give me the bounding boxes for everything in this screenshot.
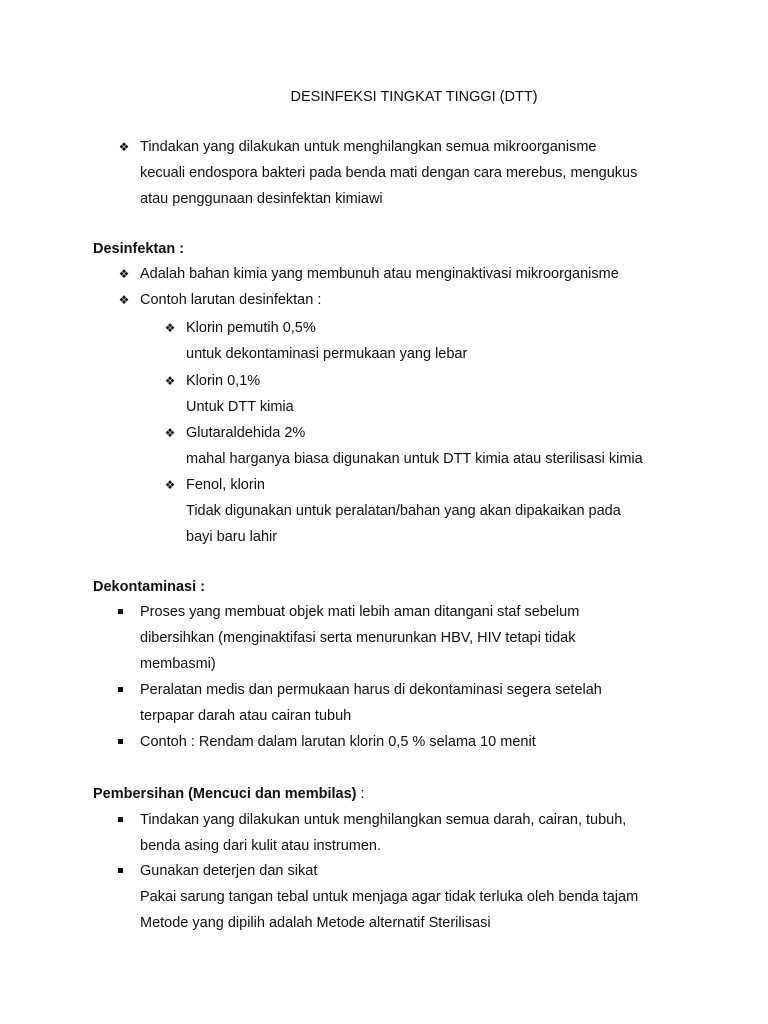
example-name: Klorin pemutih 0,5% (186, 320, 316, 336)
example-item (186, 472, 621, 550)
text-line: Gunakan deterjen dan sikat (140, 863, 318, 879)
text-line: Metode yang dipilih adalah Metode alternatif Sterilisasi (140, 915, 491, 931)
text-line: terpapar darah atau cairan tubuh (140, 708, 352, 724)
square-bullet-icon (112, 858, 128, 884)
example-desc: Untuk DTT kimia (186, 399, 294, 415)
square-bullet-icon (112, 807, 128, 833)
heading-suffix: : (356, 786, 365, 802)
list-item (140, 599, 579, 677)
square-bullet-icon (112, 677, 128, 703)
diamond-bullet-icon: ❖ (118, 140, 130, 154)
text-line: Peralatan medis dan permukaan harus di dekontaminasi segera setelah (140, 682, 602, 698)
text-line: Proses yang membuat objek mati lebih aman ditangani staf sebelum (140, 604, 580, 620)
example-desc: mahal harganya biasa digunakan untuk DTT kimia atau sterilisasi kimia (186, 451, 643, 467)
diamond-bullet-icon: ❖ (164, 426, 176, 440)
example-name: Klorin 0,1% (186, 373, 261, 389)
example-desc: bayi baru lahir (186, 529, 278, 545)
page-title: DESINFEKSI TINGKAT TINGGI (DTT) (290, 89, 538, 105)
list-item: Adalah bahan kimia yang membunuh atau menginaktivasi mikroorganisme (140, 266, 619, 282)
text-line: membasmi) (140, 656, 216, 672)
text-line: benda asing dari kulit atau instrumen. (140, 838, 382, 854)
list-item (140, 858, 638, 936)
text-line: Contoh : Rendam dalam larutan klorin 0,5 % selama 10 menit (140, 734, 536, 750)
diamond-bullet-icon: ❖ (118, 293, 130, 307)
diamond-bullet-icon: ❖ (118, 267, 130, 281)
example-desc: Tidak digunakan untuk peralatan/bahan yang akan dipakaikan pada (186, 503, 621, 519)
square-bullet-icon (112, 729, 128, 755)
list-item (140, 807, 626, 859)
example-name: Glutaraldehida 2% (186, 425, 306, 441)
section-heading-dekontaminasi: Dekontaminasi : (93, 579, 205, 595)
text-line: Tindakan yang dilakukan untuk menghilangkan semua mikroorganisme (140, 139, 597, 155)
diamond-bullet-icon: ❖ (164, 374, 176, 388)
text-line: atau penggunaan desinfektan kimiawi (140, 191, 383, 207)
example-item (186, 368, 294, 420)
section-heading-pembersihan (93, 783, 365, 805)
intro-paragraph (140, 134, 637, 212)
example-item (186, 315, 467, 367)
text-line: Pakai sarung tangan tebal untuk menjaga agar tidak terluka oleh benda tajam (140, 889, 639, 905)
list-item (140, 729, 536, 755)
example-desc: untuk dekontaminasi permukaan yang lebar (186, 346, 468, 362)
text-line: Tindakan yang dilakukan untuk menghilangkan semua darah, cairan, tubuh, (140, 812, 627, 828)
square-bullet-icon (112, 599, 128, 625)
section-heading-desinfektan: Desinfektan : (93, 241, 185, 257)
text-line: kecuali endospora bakteri pada benda mati dengan cara merebus, mengukus (140, 165, 638, 181)
heading-text: Pembersihan (Mencuci dan membilas) (93, 786, 357, 802)
example-item (186, 420, 643, 472)
example-name: Fenol, klorin (186, 477, 265, 493)
diamond-bullet-icon: ❖ (164, 478, 176, 492)
text-line: dibersihkan (menginaktifasi serta menurunkan HBV, HIV tetapi tidak (140, 630, 576, 646)
list-item (140, 677, 602, 729)
diamond-bullet-icon: ❖ (164, 321, 176, 335)
list-item: Contoh larutan desinfektan : (140, 292, 322, 308)
